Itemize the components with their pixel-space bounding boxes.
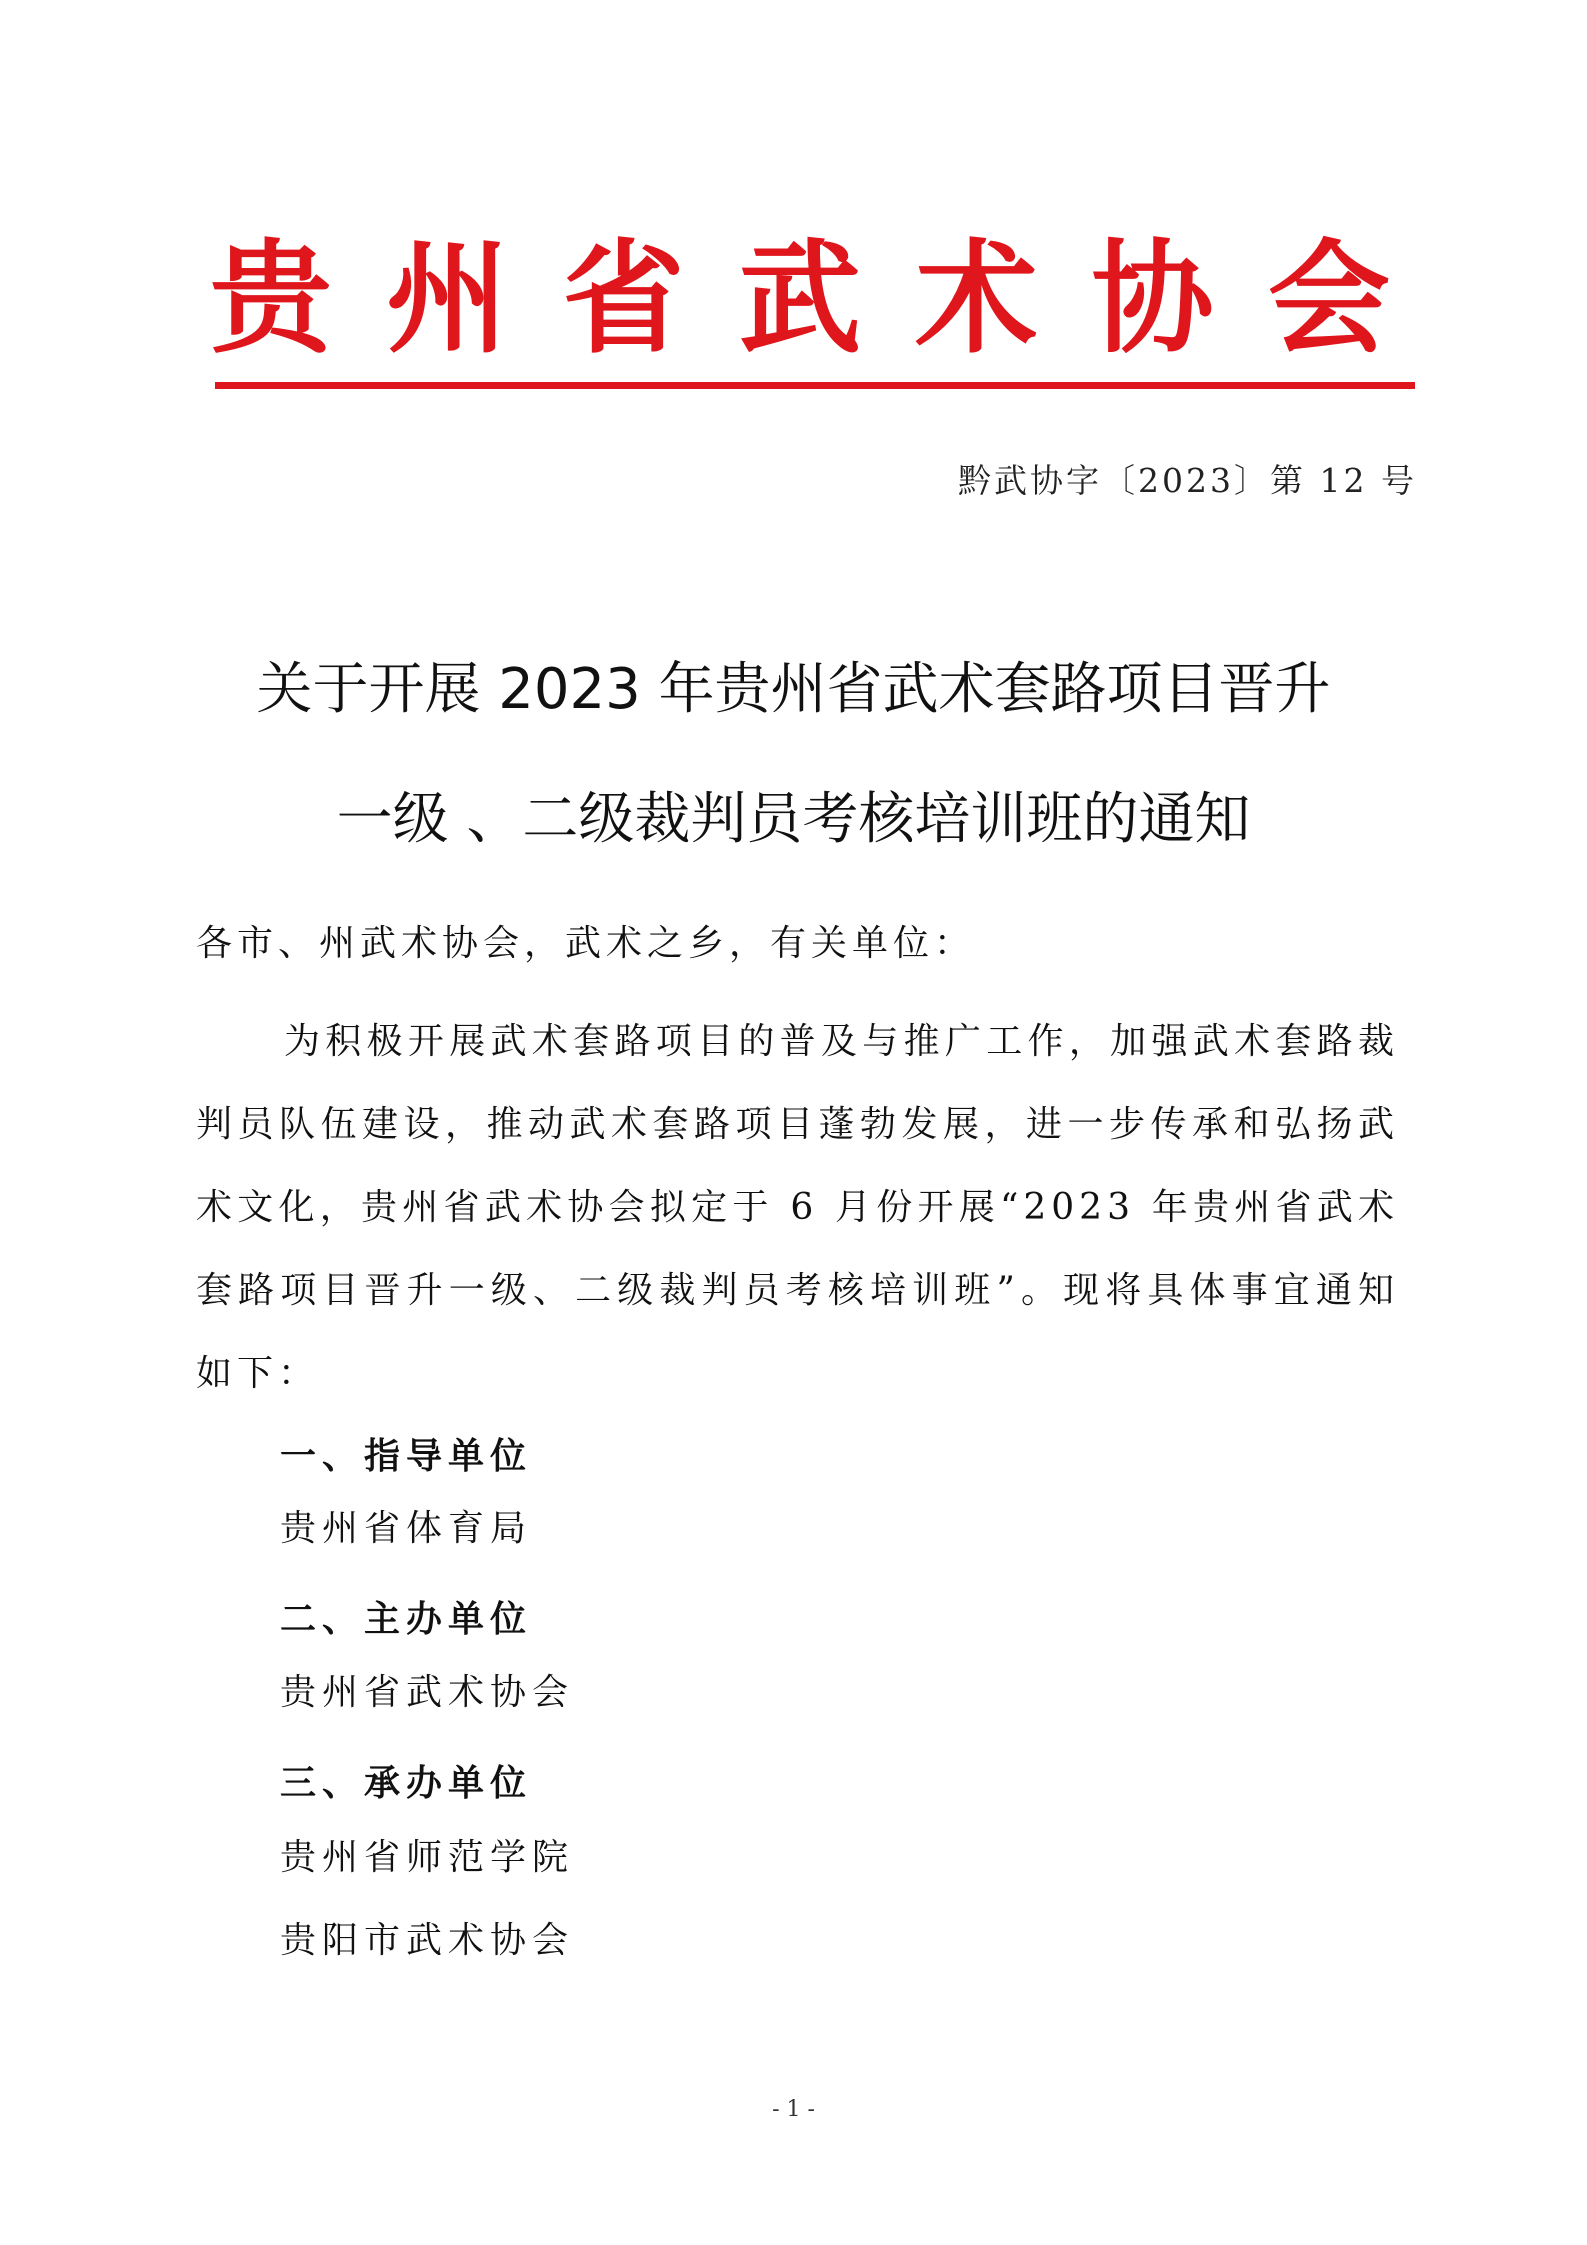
masthead-char: 武 <box>738 228 861 370</box>
document-title-line-2: 一级 、二级裁判员考核培训班的通知 <box>336 787 1251 852</box>
masthead-char: 协 <box>1091 228 1214 370</box>
masthead-char: 州 <box>386 228 509 370</box>
section-line: 贵州省武术协会 <box>280 1672 575 1713</box>
section-line: 贵州省体育局 <box>280 1508 533 1549</box>
section-line: 贵阳市武术协会 <box>280 1920 575 1961</box>
page-number: - 1 - <box>772 2097 815 2122</box>
masthead-char: 会 <box>1267 228 1390 370</box>
section-heading-host-unit: 二、主办单位 <box>280 1599 533 1640</box>
organization-masthead <box>210 228 1390 370</box>
salutation: 各市、州武术协会，武术之乡，有关单位： <box>196 923 976 964</box>
section-heading-guiding-unit: 一、指导单位 <box>280 1436 533 1477</box>
document-number: 黔武协字〔2023〕第 12 号 <box>958 461 1417 500</box>
masthead-char: 术 <box>915 228 1038 370</box>
section-line: 贵州省师范学院 <box>280 1837 575 1878</box>
document-title-line-1: 关于开展 2023 年贵州省武术套路项目晋升 <box>256 657 1331 722</box>
masthead-red-rule <box>215 382 1415 389</box>
intro-paragraph: 为积极开展武术套路项目的普及与推广工作，加强武术套路裁判员队伍建设，推动武术套路项目蓬勃发展，进一步传承和弘扬武术文化，贵州省武术协会拟定于 6 月份开展“2023 年贵州省武术套路项目晋升一级、二级裁判员考核培训班”。现将具体事宜通知如下： <box>196 1021 1399 1394</box>
masthead-char: 省 <box>562 228 685 370</box>
section-heading-organizer-unit: 三、承办单位 <box>280 1763 533 1804</box>
masthead-char: 贵 <box>210 228 332 370</box>
